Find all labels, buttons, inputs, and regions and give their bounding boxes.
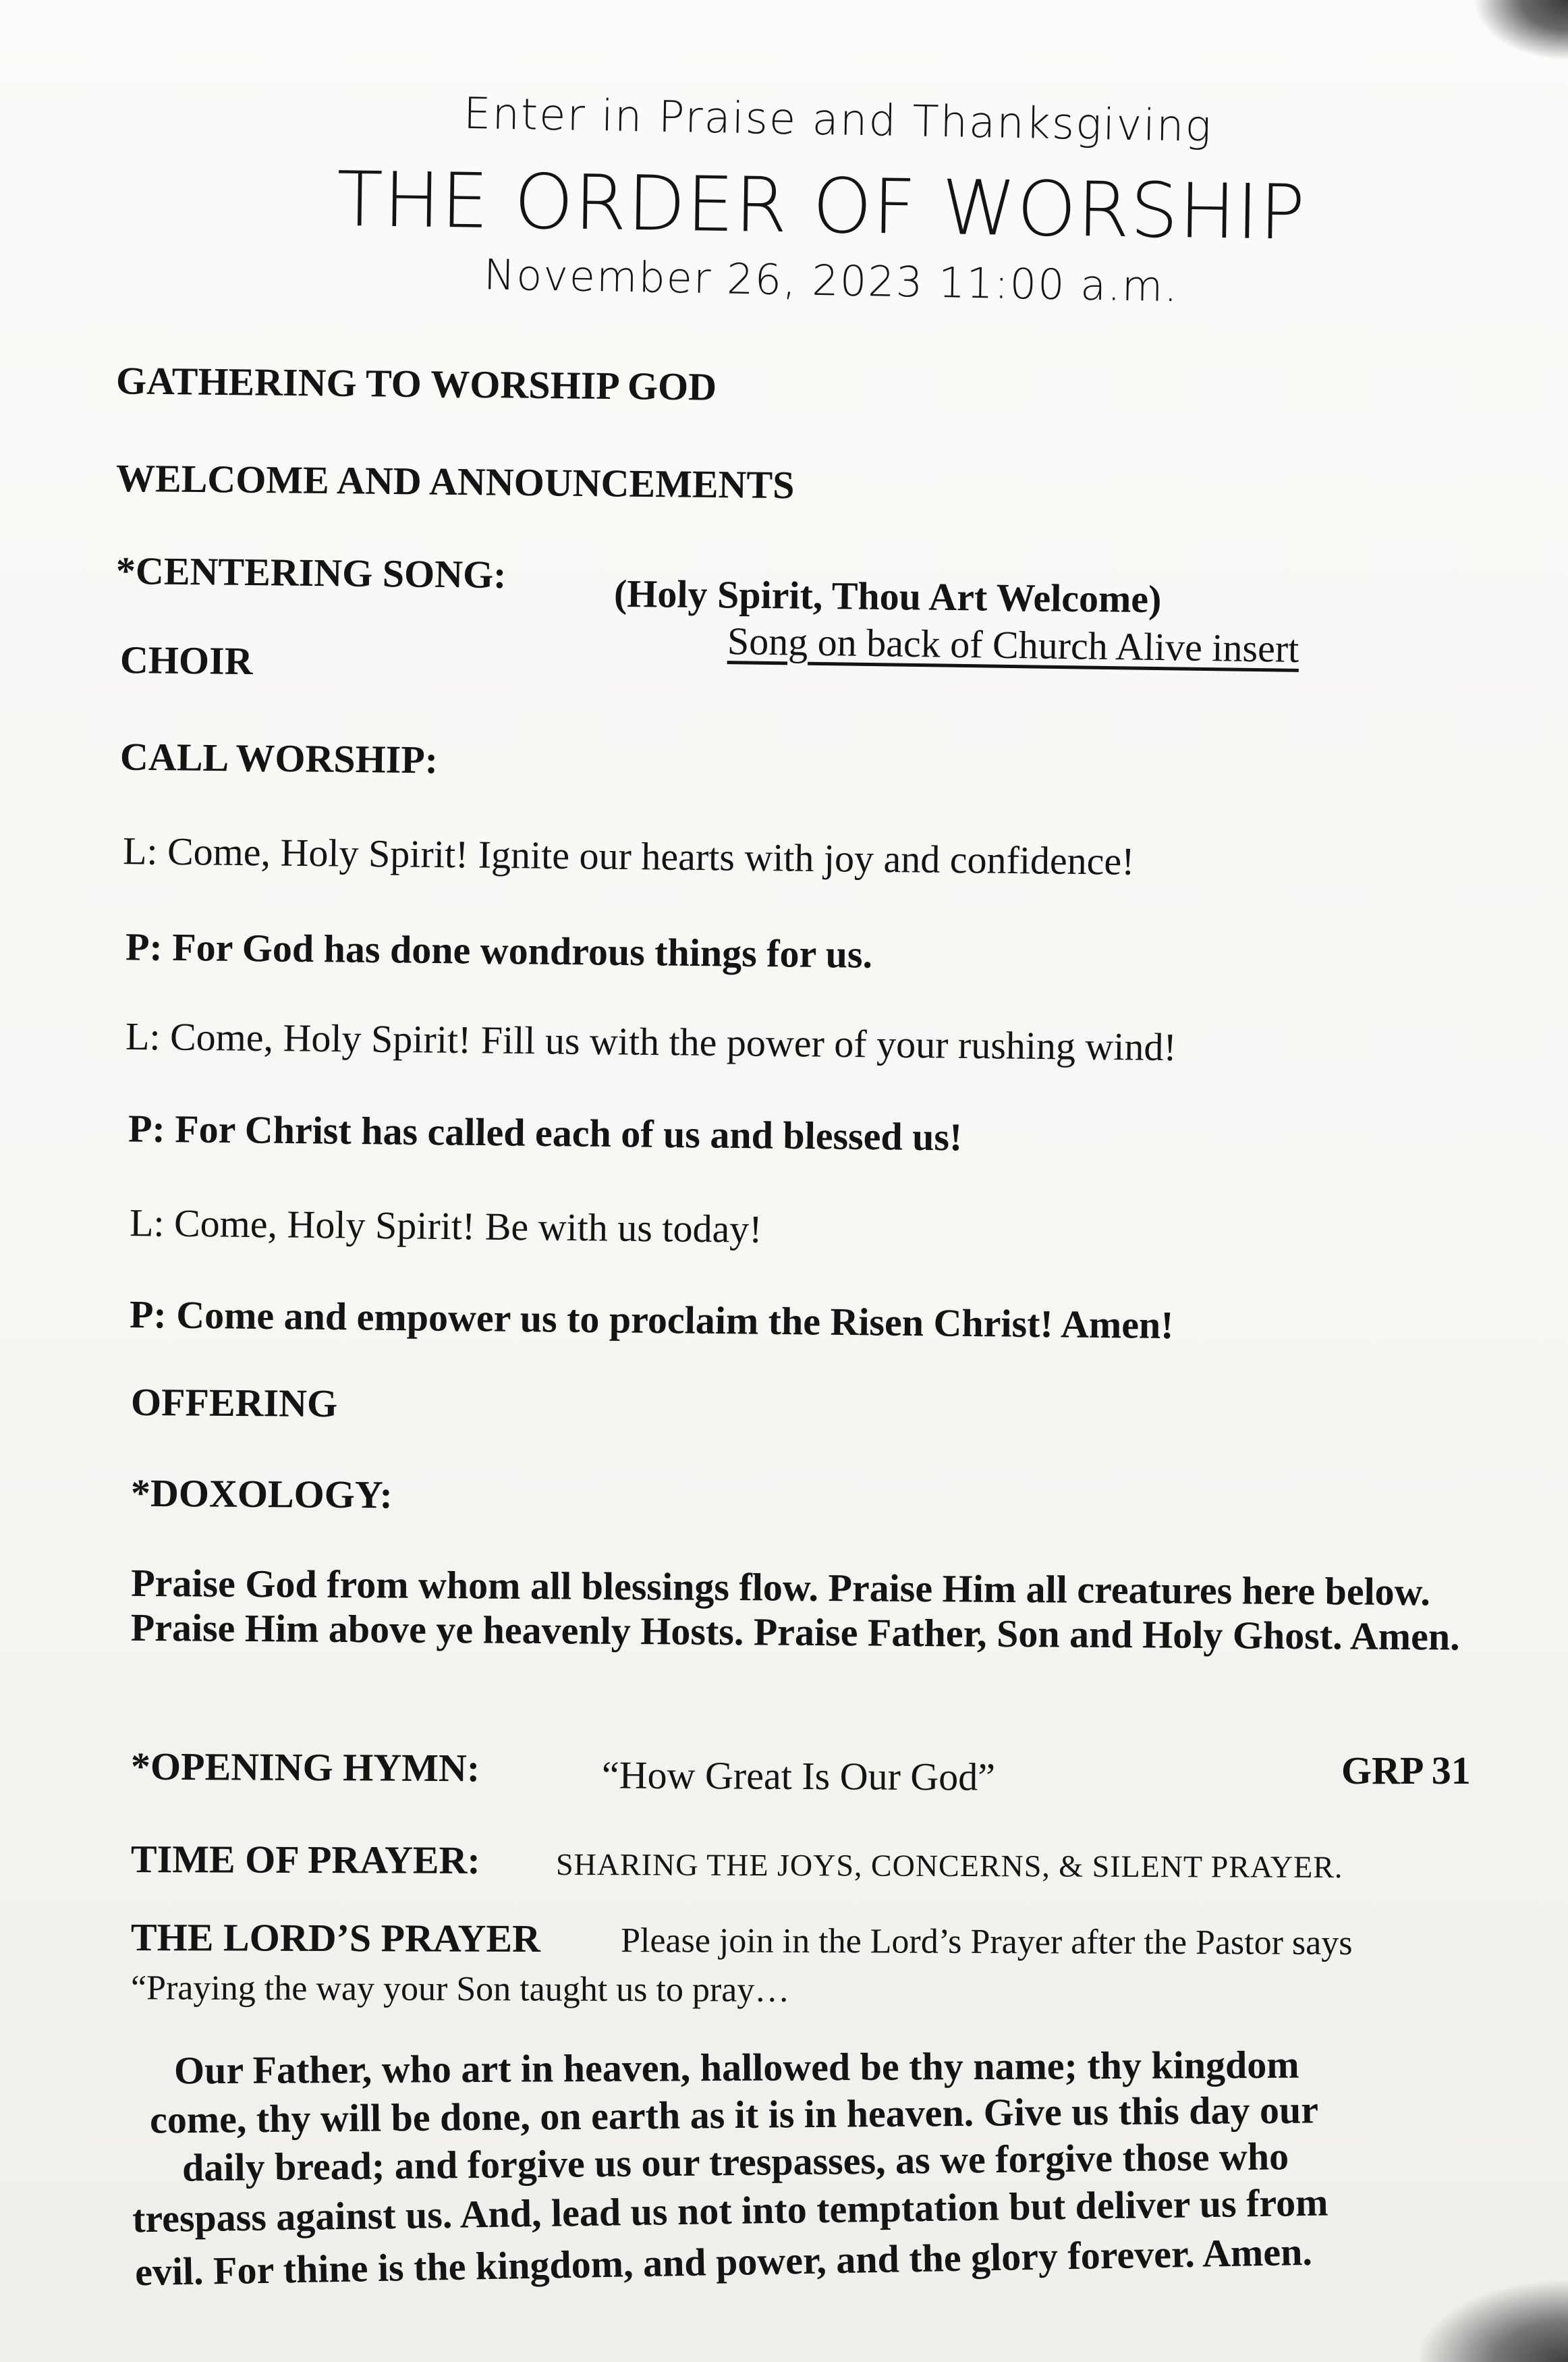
call-line-people-1: P: For God has done wondrous things for us. bbox=[125, 925, 873, 977]
prayer-time-detail: SHARING THE JOYS, CONCERNS, & SILENT PRAYER. bbox=[555, 1846, 1343, 1885]
opening-hymn-number: GRP 31 bbox=[1341, 1749, 1471, 1792]
prayer-time-label: TIME OF PRAYER: bbox=[130, 1837, 480, 1882]
centering-song-label: *CENTERING SONG: bbox=[115, 548, 507, 597]
opening-hymn-label: *OPENING HYMN: bbox=[130, 1744, 480, 1790]
service-date: November 26, 2023 11:00 a.m. bbox=[483, 250, 1179, 312]
doxology-text: Praise God from whom all blessings flow. Praise Him all creatures here below. Praise Him above ye heavenly Hosts. Praise Father, Son and Holy Ghost. Amen. bbox=[130, 1560, 1460, 1659]
bulletin-subtitle: Enter in Praise and Thanksgiving bbox=[463, 88, 1213, 153]
opening-hymn-title: “How Great Is Our God” bbox=[601, 1753, 996, 1799]
call-line-people-2: P: For Christ has called each of us and blessed us! bbox=[128, 1106, 963, 1159]
offering-heading: OFFERING bbox=[130, 1379, 338, 1426]
call-line-leader-3: L: Come, Holy Spirit! Be with us today! bbox=[129, 1201, 762, 1251]
bulletin-title: THE ORDER OF WORSHIP bbox=[336, 155, 1306, 257]
lords-prayer-line-1: Our Father, who art in heaven, hallowed be thy name; thy kingdom bbox=[173, 2042, 1299, 2093]
lords-prayer-instruction: Please join in the Lord’s Prayer after the Pastor says bbox=[620, 1921, 1353, 1962]
centering-song-title: (Holy Spirit, Thou Art Welcome) bbox=[613, 571, 1162, 622]
call-line-people-3: P: Come and empower us to proclaim the Risen Christ! Amen! bbox=[129, 1292, 1174, 1348]
page-corner-shadow-top bbox=[1474, 0, 1568, 61]
call-line-leader-1: L: Come, Holy Spirit! Ignite our hearts with joy and confidence! bbox=[122, 829, 1135, 883]
lords-prayer-instruction-2: “Praying the way your Son taught us to pray… bbox=[130, 1969, 790, 2010]
doxology-heading: *DOXOLOGY: bbox=[130, 1471, 393, 1517]
lords-prayer-label: THE LORD’S PRAYER bbox=[130, 1915, 541, 1961]
welcome-heading: WELCOME AND ANNOUNCEMENTS bbox=[115, 456, 795, 507]
lords-prayer-line-2: come, thy will be done, on earth as it is in heaven. Give us this day our bbox=[149, 2087, 1319, 2142]
page-corner-shadow-bottom bbox=[1420, 2281, 1568, 2362]
lords-prayer-line-3: daily bread; and forgive us our trespasses, as we forgive those who bbox=[181, 2134, 1289, 2190]
call-line-leader-2: L: Come, Holy Spirit! Fill us with the power of your rushing wind! bbox=[125, 1014, 1177, 1070]
call-worship-heading: CALL WORSHIP: bbox=[119, 734, 439, 782]
lords-prayer-line-4: trespass against us. And, lead us not into temptation but deliver us from bbox=[132, 2180, 1328, 2241]
lords-prayer-line-5: evil. For thine is the kingdom, and power, and the glory forever. Amen. bbox=[134, 2229, 1313, 2295]
centering-song-note: Song on back of Church Alive insert bbox=[727, 619, 1299, 671]
gathering-heading: GATHERING TO WORSHIP GOD bbox=[115, 358, 717, 409]
choir-heading: CHOIR bbox=[119, 637, 253, 684]
